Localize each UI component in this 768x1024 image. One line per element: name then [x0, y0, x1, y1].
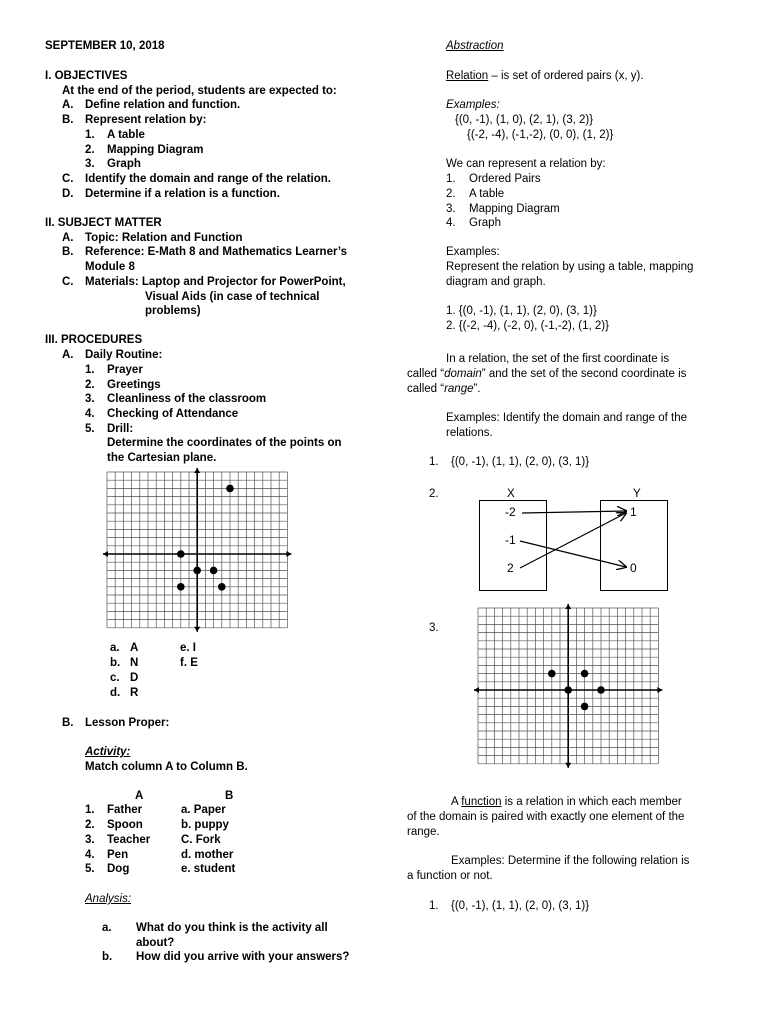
- list-item: a. A: [110, 642, 139, 654]
- list-item: b. How did you arrive with your answers?: [102, 951, 350, 963]
- domain-value: -2: [505, 505, 516, 519]
- list-item: d. R: [110, 687, 139, 699]
- list-item: C. Identify the domain and range of the relation.: [62, 173, 331, 185]
- examples2-item: 2. {(-2, -4), (-2, 0), (-1,-2), (1, 2)}: [446, 320, 609, 332]
- list-item: 1. Prayer: [85, 364, 143, 376]
- examples2-text: Represent the relation by using a table, mapping: [446, 261, 694, 273]
- range-label: Y: [633, 488, 641, 500]
- lesson-proper-heading: B. Lesson Proper:: [62, 717, 170, 729]
- domain-label: X: [507, 488, 515, 500]
- table-row: 2. Spoon b. puppy: [85, 819, 229, 831]
- item-marker: 3.: [429, 622, 439, 634]
- plot-point: [564, 686, 572, 694]
- paragraph-line: range.: [407, 826, 440, 838]
- list-item-continuation: problems): [145, 305, 201, 317]
- list-item: c. D: [110, 672, 139, 684]
- arrow-neg2-to-1: [522, 511, 626, 513]
- examples2-label: Examples:: [446, 246, 500, 258]
- list-item: 1. Ordered Pairs: [446, 173, 541, 185]
- list-item: b. N: [110, 657, 139, 669]
- identify-text: relations.: [446, 427, 493, 439]
- date-heading: SEPTEMBER 10, 2018: [45, 40, 165, 52]
- table-row: 1. Father a. Paper: [85, 804, 226, 816]
- abstraction-title: Abstraction: [446, 40, 504, 52]
- list-item: 2. A table: [446, 188, 505, 200]
- list-item: D. Determine if a relation is a function.: [62, 188, 280, 200]
- activity-instruction: Match column A to Column B.: [85, 761, 248, 773]
- arrow-neg1-to-0: [520, 541, 626, 567]
- column-b-header: B: [225, 790, 234, 802]
- drill-text: the Cartesian plane.: [107, 452, 217, 464]
- plot-point: [581, 703, 589, 711]
- paragraph-line: called “range”.: [407, 383, 481, 395]
- objectives-heading: I. OBJECTIVES: [45, 70, 128, 82]
- plot-point: [597, 686, 605, 694]
- list-item-continuation: Visual Aids (in case of technical: [145, 291, 320, 303]
- paragraph-line: of the domain is paired with exactly one element of the: [407, 811, 685, 823]
- relation-cartesian-plane: [478, 608, 662, 768]
- list-item: C. Materials: Laptop and Projector for PowerPoint,: [62, 276, 346, 288]
- paragraph-line: In a relation, the set of the first coordinate is: [446, 353, 670, 365]
- domain-value: 2: [507, 561, 514, 575]
- axis-arrowhead: [657, 687, 662, 693]
- paragraph-line: called “domain” and the set of the second coordinate is: [407, 368, 687, 380]
- activity-title: Activity:: [85, 746, 131, 758]
- identify-text: Examples: Identify the domain and range of the: [446, 412, 688, 424]
- list-item: 1. A table: [85, 129, 145, 141]
- examples-label: Examples:: [446, 99, 500, 111]
- list-item: B. Reference: E-Math 8 and Mathematics Learner’s: [62, 246, 348, 258]
- daily-routine-heading: A. Daily Routine:: [62, 349, 163, 361]
- axis-arrowhead: [565, 763, 571, 768]
- objectives-intro: At the end of the period, students are expected to:: [62, 85, 337, 97]
- list-item: 3. Cleanliness of the classroom: [85, 393, 267, 405]
- domain-value: -1: [505, 533, 516, 547]
- list-item: f. E: [180, 657, 198, 669]
- plot-point: [581, 670, 589, 678]
- plot-point: [548, 670, 556, 678]
- list-item: 5. Drill:: [85, 423, 134, 435]
- represent-intro: We can represent a relation by:: [446, 158, 606, 170]
- range-value: 1: [630, 505, 637, 519]
- procedures-heading: III. PROCEDURES: [45, 334, 143, 346]
- list-item-continuation: about?: [136, 937, 175, 949]
- paragraph-line: A function is a relation in which each member: [451, 796, 682, 808]
- list-item: 1. {(0, -1), (1, 1), (2, 0), (3, 1)}: [429, 900, 590, 912]
- subject-matter-heading: II. SUBJECT MATTER: [45, 217, 162, 229]
- list-item: A. Topic: Relation and Function: [62, 232, 243, 244]
- table-row: 4. Pen d. mother: [85, 849, 234, 861]
- list-item: B. Represent relation by:: [62, 114, 207, 126]
- list-item: 3. Graph: [85, 158, 141, 170]
- relation-definition: Relation – is set of ordered pairs (x, y).: [446, 70, 644, 82]
- table-row: 5. Dog e. student: [85, 863, 236, 875]
- function-examples: Examples: Determine if the following relation is: [451, 855, 690, 867]
- column-a-header: A: [135, 790, 144, 802]
- list-item: 4. Graph: [446, 217, 501, 229]
- table-row: 3. Teacher C. Fork: [85, 834, 221, 846]
- list-item: a. What do you think is the activity all: [102, 922, 328, 934]
- list-item: 3. Mapping Diagram: [446, 203, 560, 215]
- drill-text: Determine the coordinates of the points on: [107, 437, 342, 449]
- example-set: {(0, -1), (1, 0), (2, 1), (3, 2)}: [455, 114, 594, 126]
- function-examples: a function or not.: [407, 870, 493, 882]
- examples2-item: 1. {(0, -1), (1, 1), (2, 0), (3, 1)}: [446, 305, 597, 317]
- list-item: 2. Mapping Diagram: [85, 144, 204, 156]
- arrow-2-to-1: [520, 513, 626, 568]
- list-item-continuation: Module 8: [85, 261, 135, 273]
- example-set: {(-2, -4), (-1,-2), (0, 0), (1, 2)}: [467, 129, 614, 141]
- list-item: 1. {(0, -1), (1, 1), (2, 0), (3, 1)}: [429, 456, 590, 468]
- analysis-title: Analysis:: [85, 893, 132, 905]
- examples2-text: diagram and graph.: [446, 276, 546, 288]
- list-item: 4. Checking of Attendance: [85, 408, 239, 420]
- range-value: 0: [630, 561, 637, 575]
- list-item: A. Define relation and function.: [62, 99, 241, 111]
- list-item: e. I: [180, 642, 196, 654]
- list-item: 2. Greetings: [85, 379, 161, 391]
- item-marker: 2.: [429, 488, 439, 500]
